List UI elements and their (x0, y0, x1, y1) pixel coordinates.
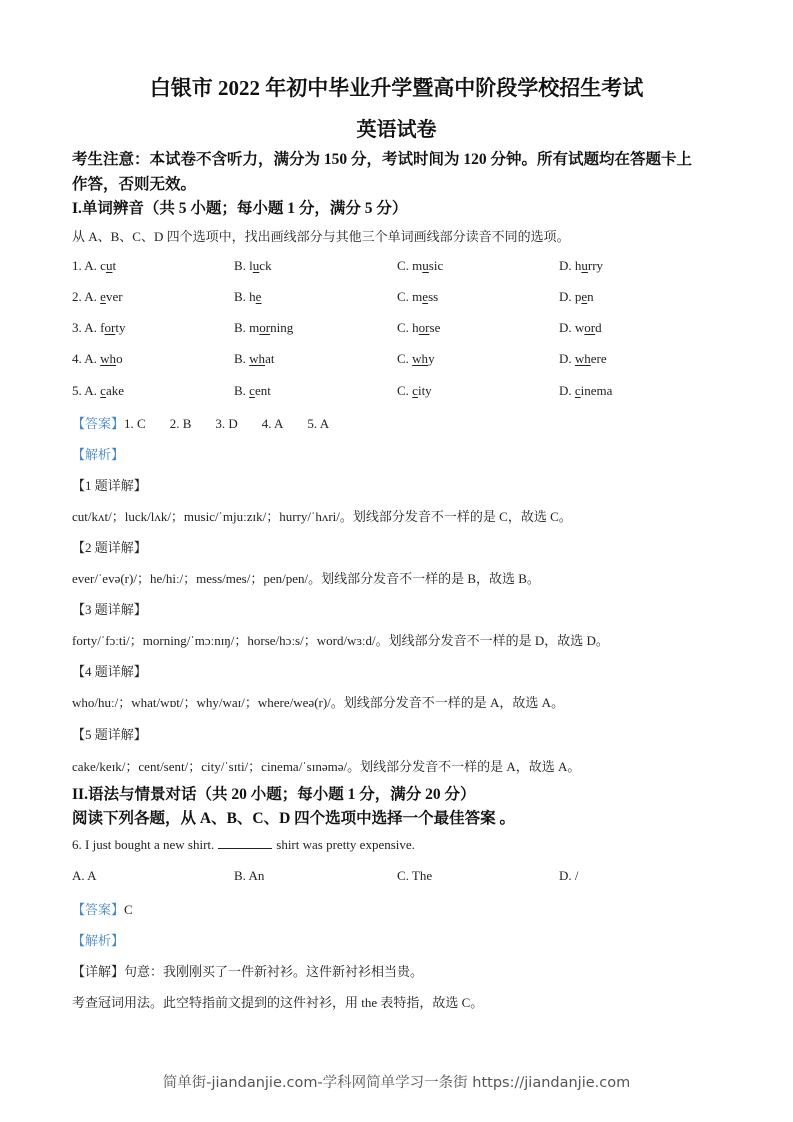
q6-stem-before: 6. I just bought a new shirt. (72, 837, 215, 852)
answer-3: 3. D (215, 416, 238, 431)
word-suffix: rry (587, 258, 604, 273)
q4-option-d (559, 351, 607, 367)
q6-analysis-label: 【解析】 (72, 933, 125, 948)
underlined-letters: wh (574, 351, 591, 366)
word-suffix: ere (590, 351, 607, 366)
option-label: D. (559, 258, 572, 273)
option-label: B. (234, 320, 246, 335)
q2-option-b (234, 289, 261, 305)
underlined-letters: c (100, 383, 106, 398)
answer-label: 【答案】 (72, 416, 125, 431)
word-prefix: f (100, 320, 105, 335)
detail-1-heading: 【1 题详解】 (72, 478, 147, 493)
q6-option-a: A. A (72, 868, 97, 883)
underlined-letters: e (581, 289, 588, 304)
q1-option-a (72, 258, 116, 274)
option-label: C. (397, 320, 409, 335)
exam-subtitle: 英语试卷 (356, 119, 437, 141)
q6-detail-label: 【详解】 (72, 964, 125, 979)
word-suffix: o (116, 351, 123, 366)
q2-option-d (559, 289, 594, 305)
question-6-stem (72, 837, 415, 853)
underlined-letters: wh (100, 351, 117, 366)
q5-option-b (234, 383, 271, 399)
option-label: B. (234, 258, 246, 273)
section1-heading: I.单词辨音（共 5 小题；每小题 1 分，满分 5 分） (72, 200, 408, 217)
word-prefix: p (574, 289, 582, 304)
option-label: 3. A. (72, 320, 97, 335)
word-suffix: at (265, 351, 275, 366)
q1-option-c (397, 258, 443, 274)
q4-option-c (397, 351, 435, 367)
q3-option-b (234, 320, 293, 336)
q6-detail-line (72, 961, 423, 980)
underlined-letters: e (422, 289, 429, 304)
word-suffix: y (428, 351, 435, 366)
word-suffix: sic (428, 258, 444, 273)
detail-2-text: ever/ˈevə(r)/；he/hiː/；mess/mes/；pen/pen/。划线部分发音不一样的是 B，故选 B。 (72, 571, 540, 586)
answer-line (72, 413, 329, 432)
option-label: D. (559, 320, 572, 335)
q6-detail-text: 句意：我刚刚买了一件新衬衫。这件新衬衫相当贵。 (124, 964, 424, 979)
q3-option-a (72, 320, 125, 336)
word-suffix: ss (428, 289, 439, 304)
detail-1-text: cut/kʌt/；luck/lʌk/；music/ˈmjuːzɪk/；hurry/ˈhʌri/。划线部分发音不一样的是 C，故选 C。 (72, 509, 572, 524)
word-prefix: h (412, 320, 419, 335)
underlined-letters: c (574, 383, 581, 398)
q6-answer-line (72, 899, 133, 918)
option-label: C. (397, 289, 409, 304)
underlined-letters: c (249, 383, 255, 398)
option-label: B. (234, 383, 246, 398)
detail-3-text: forty/ˈfɔːti/；morning/ˈmɔːnɪŋ/；horse/hɔːs/；word/wɜːd/。划线部分发音不一样的是 D，故选 D。 (72, 633, 609, 648)
detail-4-heading: 【4 题详解】 (72, 664, 147, 679)
underlined-letters: e (255, 289, 262, 304)
underlined-letters: u (581, 258, 588, 273)
q4-option-a (72, 351, 123, 367)
word-suffix: ent (254, 383, 271, 398)
option-label: D. (559, 351, 572, 366)
word-prefix: l (249, 258, 253, 273)
section2-instruction: 阅读下列各题，从 A、B、C、D 四个选项中选择一个最佳答案 。 (72, 810, 516, 827)
detail-3-heading: 【3 题详解】 (72, 602, 147, 617)
option-label: C. (397, 351, 409, 366)
underlined-letters: or (584, 320, 596, 335)
q6-explanation: 考查冠词用法。此空特指前文提到的这件衬衫，用 the 表特指，故选 C。 (72, 995, 484, 1010)
answer-4: 4. A (261, 416, 284, 431)
option-label: C. (397, 258, 409, 273)
underlined-letters: u (105, 258, 113, 273)
underlined-letters: wh (412, 351, 429, 366)
word-prefix: h (249, 289, 256, 304)
analysis-label: 【解析】 (72, 447, 125, 462)
section1-instruction: 从 A、B、C、D 四个选项中，找出画线部分与其他三个单词画线部分读音不同的选项。 (72, 229, 570, 244)
underlined-letters: or (259, 320, 271, 335)
option-label: 1. A. (72, 258, 97, 273)
word-suffix: t (112, 258, 117, 273)
option-label: 5. A. (72, 383, 97, 398)
q1-option-d (559, 258, 603, 274)
q6-answer-label: 【答案】 (72, 902, 125, 917)
word-suffix: d (595, 320, 602, 335)
q6-option-c: C. The (397, 868, 433, 883)
notice-line-2: 作答，否则无效。 (72, 176, 197, 193)
option-label: B. (234, 351, 246, 366)
word-suffix: se (429, 320, 441, 335)
word-suffix: ver (105, 289, 123, 304)
q1-option-b (234, 258, 272, 274)
word-suffix: ning (270, 320, 294, 335)
option-label: 4. A. (72, 351, 97, 366)
word-prefix: c (100, 258, 106, 273)
underlined-letters: u (422, 258, 429, 273)
word-prefix: h (574, 258, 582, 273)
word-suffix: ck (259, 258, 272, 273)
q2-option-a (72, 289, 123, 305)
detail-4-text: who/huː/；what/wɒt/；why/waɪ/；where/weə(r)/。划线部分发音不一样的是 A，故选 A。 (72, 695, 565, 710)
q6-stem-after: shirt was pretty expensive. (276, 837, 415, 852)
word-prefix: m (249, 320, 260, 335)
q6-blank (218, 838, 272, 849)
word-prefix: m (412, 258, 423, 273)
word-prefix: w (574, 320, 585, 335)
q3-option-c (397, 320, 440, 336)
underlined-letters: or (104, 320, 116, 335)
detail-2-heading: 【2 题详解】 (72, 540, 147, 555)
detail-5-text: cake/keɪk/；cent/sent/；city/ˈsɪti/；cinema/ˈsɪnəmə/。划线部分发音不一样的是 A，故选 A。 (72, 759, 581, 774)
notice-line-1: 考生注意：本试卷不含听力，满分为 150 分，考试时间为 120 分钟。所有试题均在答题卡上 (72, 151, 693, 168)
underlined-letters: c (412, 383, 418, 398)
q6-option-d: D. / (559, 868, 579, 883)
section2-heading: II.语法与情景对话（共 20 小题；每小题 1 分，满分 20 分） (72, 786, 476, 803)
q6-option-b: B. An (234, 868, 265, 883)
underlined-letters: e (100, 289, 106, 304)
q5-option-a (72, 383, 124, 399)
word-suffix: n (587, 289, 594, 304)
answer-2: 2. B (169, 416, 192, 431)
option-label: B. (234, 289, 246, 304)
underlined-letters: wh (249, 351, 266, 366)
answer-1: 1. C (124, 416, 146, 431)
option-label: 2. A. (72, 289, 97, 304)
q4-option-b (234, 351, 274, 367)
q5-option-d (559, 383, 612, 399)
underlined-letters: or (418, 320, 430, 335)
word-suffix: ity (417, 383, 432, 398)
answer-5: 5. A (307, 416, 330, 431)
detail-5-heading: 【5 题详解】 (72, 727, 147, 742)
q3-option-d (559, 320, 602, 336)
word-suffix: ake (105, 383, 124, 398)
q5-option-c (397, 383, 432, 399)
footer-watermark: 简单街-jiandanjie.com-学科网简单学习一条街 https://jiandanjie.com (162, 1075, 631, 1091)
word-prefix: m (412, 289, 423, 304)
word-suffix: ty (115, 320, 126, 335)
exam-title: 白银市 2022 年初中毕业升学暨高中阶段学校招生考试 (149, 76, 644, 100)
word-suffix: inema (580, 383, 613, 398)
q6-answer: C (124, 902, 133, 917)
option-label: C. (397, 383, 409, 398)
q2-option-c (397, 289, 438, 305)
option-label: D. (559, 289, 572, 304)
underlined-letters: u (252, 258, 260, 273)
option-label: D. (559, 383, 572, 398)
